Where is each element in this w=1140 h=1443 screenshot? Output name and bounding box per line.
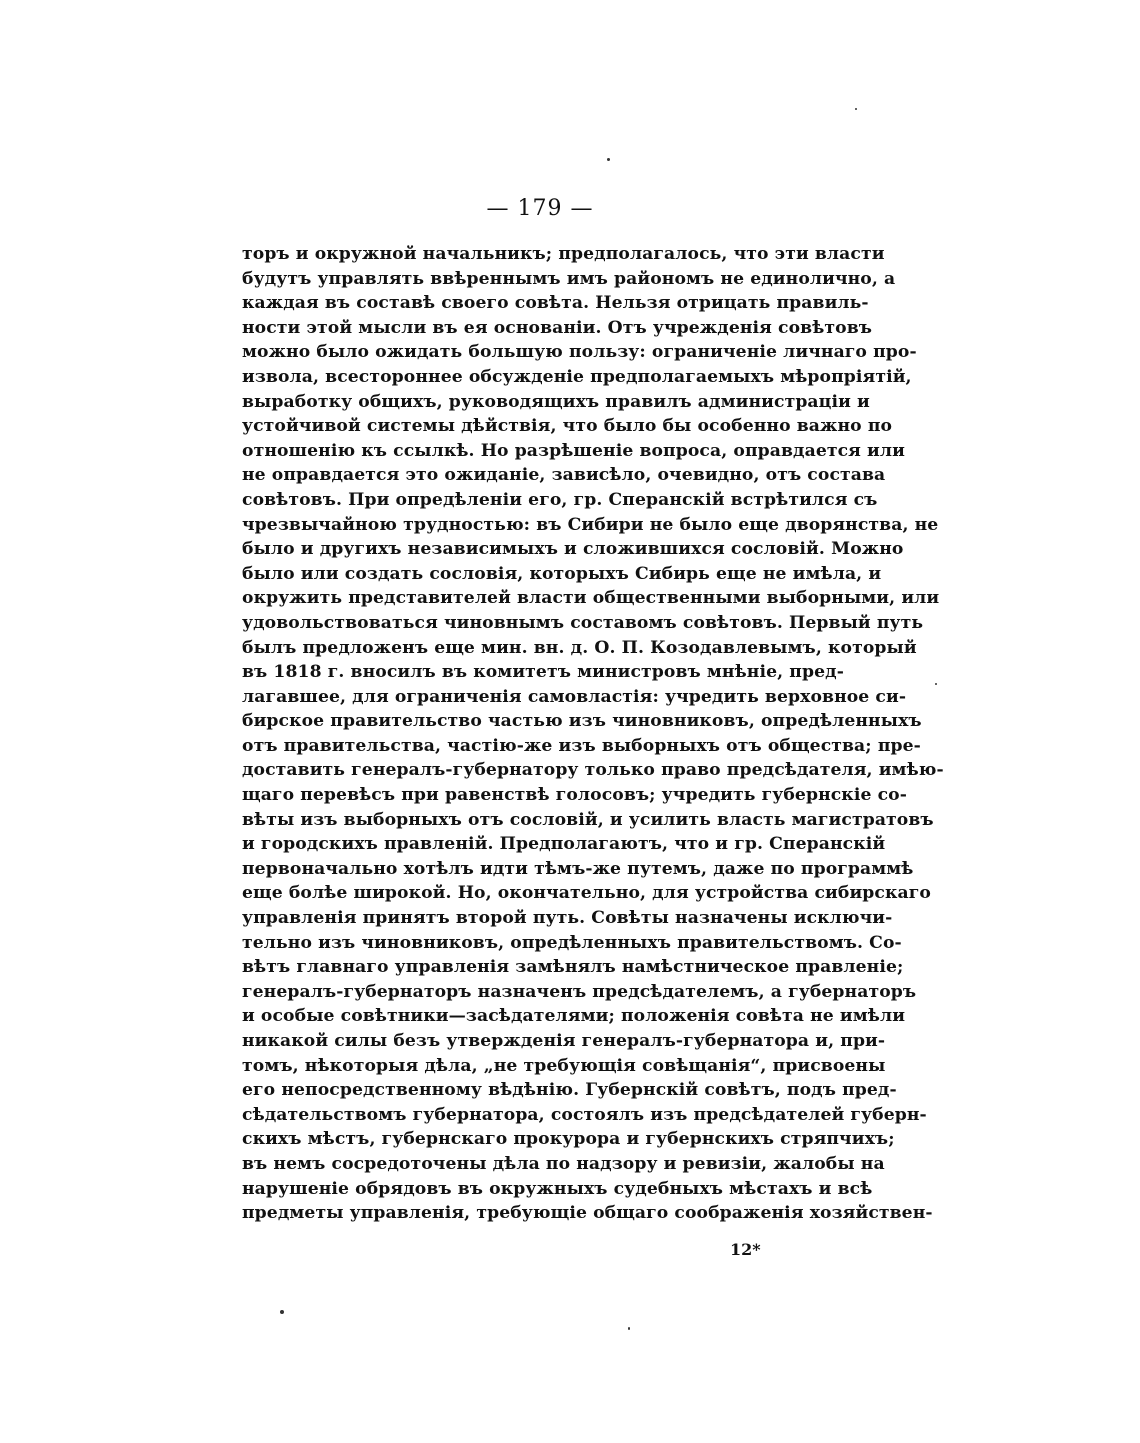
text-line: было или создать сословія, которыхъ Сибирь еще не имѣла, и bbox=[242, 563, 882, 584]
text-line: тельно изъ чиновниковъ, опредѣленныхъ правительствомъ. Со- bbox=[242, 932, 902, 953]
text-line: торъ и окружной начальникъ; предполагалось, что эти власти bbox=[242, 244, 885, 264]
text-line: бирское правительство частью изъ чиновниковъ, опредѣленныхъ bbox=[242, 711, 922, 732]
scan-speck bbox=[280, 1310, 284, 1314]
text-line: извола, всестороннее обсужденіе предполагаемыхъ мѣропріятій, bbox=[242, 366, 912, 387]
text-line: окружить представителей власти общественными выборными, или bbox=[242, 588, 940, 609]
text-line: будутъ управлять ввѣреннымъ имъ райономъ не единолично, а bbox=[242, 268, 896, 289]
scan-speck bbox=[855, 108, 857, 110]
text-line: никакой силы безъ утвержденія генералъ-губернатора и, при- bbox=[242, 1031, 886, 1051]
text-line: предметы управленія, требующіе общаго соображенія хозяйствен- bbox=[242, 1203, 933, 1224]
text-line: доставить генералъ-губернатору только право предсѣдателя, имѣю- bbox=[242, 760, 944, 781]
text-line: въ немъ сосредоточены дѣла по надзору и ревизіи, жалобы на bbox=[242, 1153, 885, 1174]
text-line: устойчивой системы дѣйствія, что было бы особенно важно по bbox=[242, 416, 893, 437]
text-line: можно было ожидать большую пользу: ограниченіе личнаго про- bbox=[242, 342, 917, 363]
text-line: вѣтъ главнаго управленія замѣнялъ намѣстническое правленіе; bbox=[242, 957, 904, 978]
text-line: скихъ мѣстъ, губернскаго прокурора и губернскихъ стряпчихъ; bbox=[242, 1129, 895, 1150]
text-line: управленія принятъ второй путь. Совѣты назначены исключи- bbox=[242, 908, 893, 929]
text-line: не оправдается это ожиданіе, зависѣло, очевидно, отъ состава bbox=[242, 465, 886, 486]
scan-speck bbox=[607, 158, 610, 161]
page-number: — 179 — bbox=[486, 196, 594, 221]
text-line: нарушеніе обрядовъ въ окружныхъ судебныхъ мѣстахъ и всѣ bbox=[242, 1178, 873, 1199]
text-line: въ 1818 г. вносилъ въ комитетъ министровъ мнѣніе, пред- bbox=[242, 662, 844, 683]
text-line: вѣты изъ выборныхъ отъ сословій, и усилить власть магистратовъ bbox=[242, 809, 934, 830]
text-line: и городскихъ правленій. Предполагаютъ, что и гр. Сперанскій bbox=[242, 834, 886, 855]
text-line: его непосредственному вѣдѣнію. Губернскій совѣтъ, подъ пред- bbox=[242, 1080, 897, 1101]
signature-mark: 12* bbox=[730, 1240, 761, 1259]
text-line: совѣтовъ. При опредѣленіи его, гр. Сперанскій встрѣтился съ bbox=[242, 489, 878, 510]
body-text bbox=[242, 242, 944, 1226]
text-line: и особые совѣтники—засѣдателями; положенія совѣта не имѣли bbox=[242, 1006, 906, 1027]
scan-speck bbox=[628, 1327, 630, 1330]
text-line: былъ предложенъ еще мин. вн. д. О. П. Козодавлевымъ, который bbox=[242, 637, 917, 658]
text-line: сѣдательствомъ губернатора, состоялъ изъ предсѣдателей губерн- bbox=[242, 1104, 927, 1125]
text-line: чрезвычайною трудностью: въ Сибири не было еще дворянства, не bbox=[242, 514, 939, 535]
text-line: томъ, нѣкоторыя дѣла, „не требующія совѣщанія“, присвоены bbox=[242, 1055, 886, 1076]
text-line: первоначально хотѣлъ идти тѣмъ-же путемъ, даже по программѣ bbox=[242, 858, 914, 879]
text-line: каждая въ составѣ своего совѣта. Нельзя отрицать правиль- bbox=[242, 293, 869, 314]
text-line: отъ правительства, частію-же изъ выборныхъ отъ общества; пре- bbox=[242, 735, 921, 756]
text-line: удовольствоваться чиновнымъ составомъ совѣтовъ. Первый путь bbox=[242, 612, 924, 633]
text-line: ности этой мысли въ ея основаніи. Отъ учрежденія совѣтовъ bbox=[242, 317, 873, 338]
text-line: щаго перевѣсъ при равенствѣ голосовъ; учредить губернскіе со- bbox=[242, 785, 907, 806]
scan-speck bbox=[935, 683, 937, 685]
text-line: выработку общихъ, руководящихъ правилъ администраціи и bbox=[242, 391, 870, 412]
text-line: было и другихъ независимыхъ и сложившихся сословій. Можно bbox=[242, 539, 904, 560]
text-line: генералъ-губернаторъ назначенъ предсѣдателемъ, а губернаторъ bbox=[242, 981, 917, 1002]
text-line: еще болѣе широкой. Но, окончательно, для устройства сибирскаго bbox=[242, 883, 931, 904]
text-line: лагавшее, для ограниченія самовластія: учредить верховное си- bbox=[242, 686, 907, 707]
text-line: отношенію къ ссылкѣ. Но разрѣшеніе вопроса, оправдается или bbox=[242, 440, 905, 461]
